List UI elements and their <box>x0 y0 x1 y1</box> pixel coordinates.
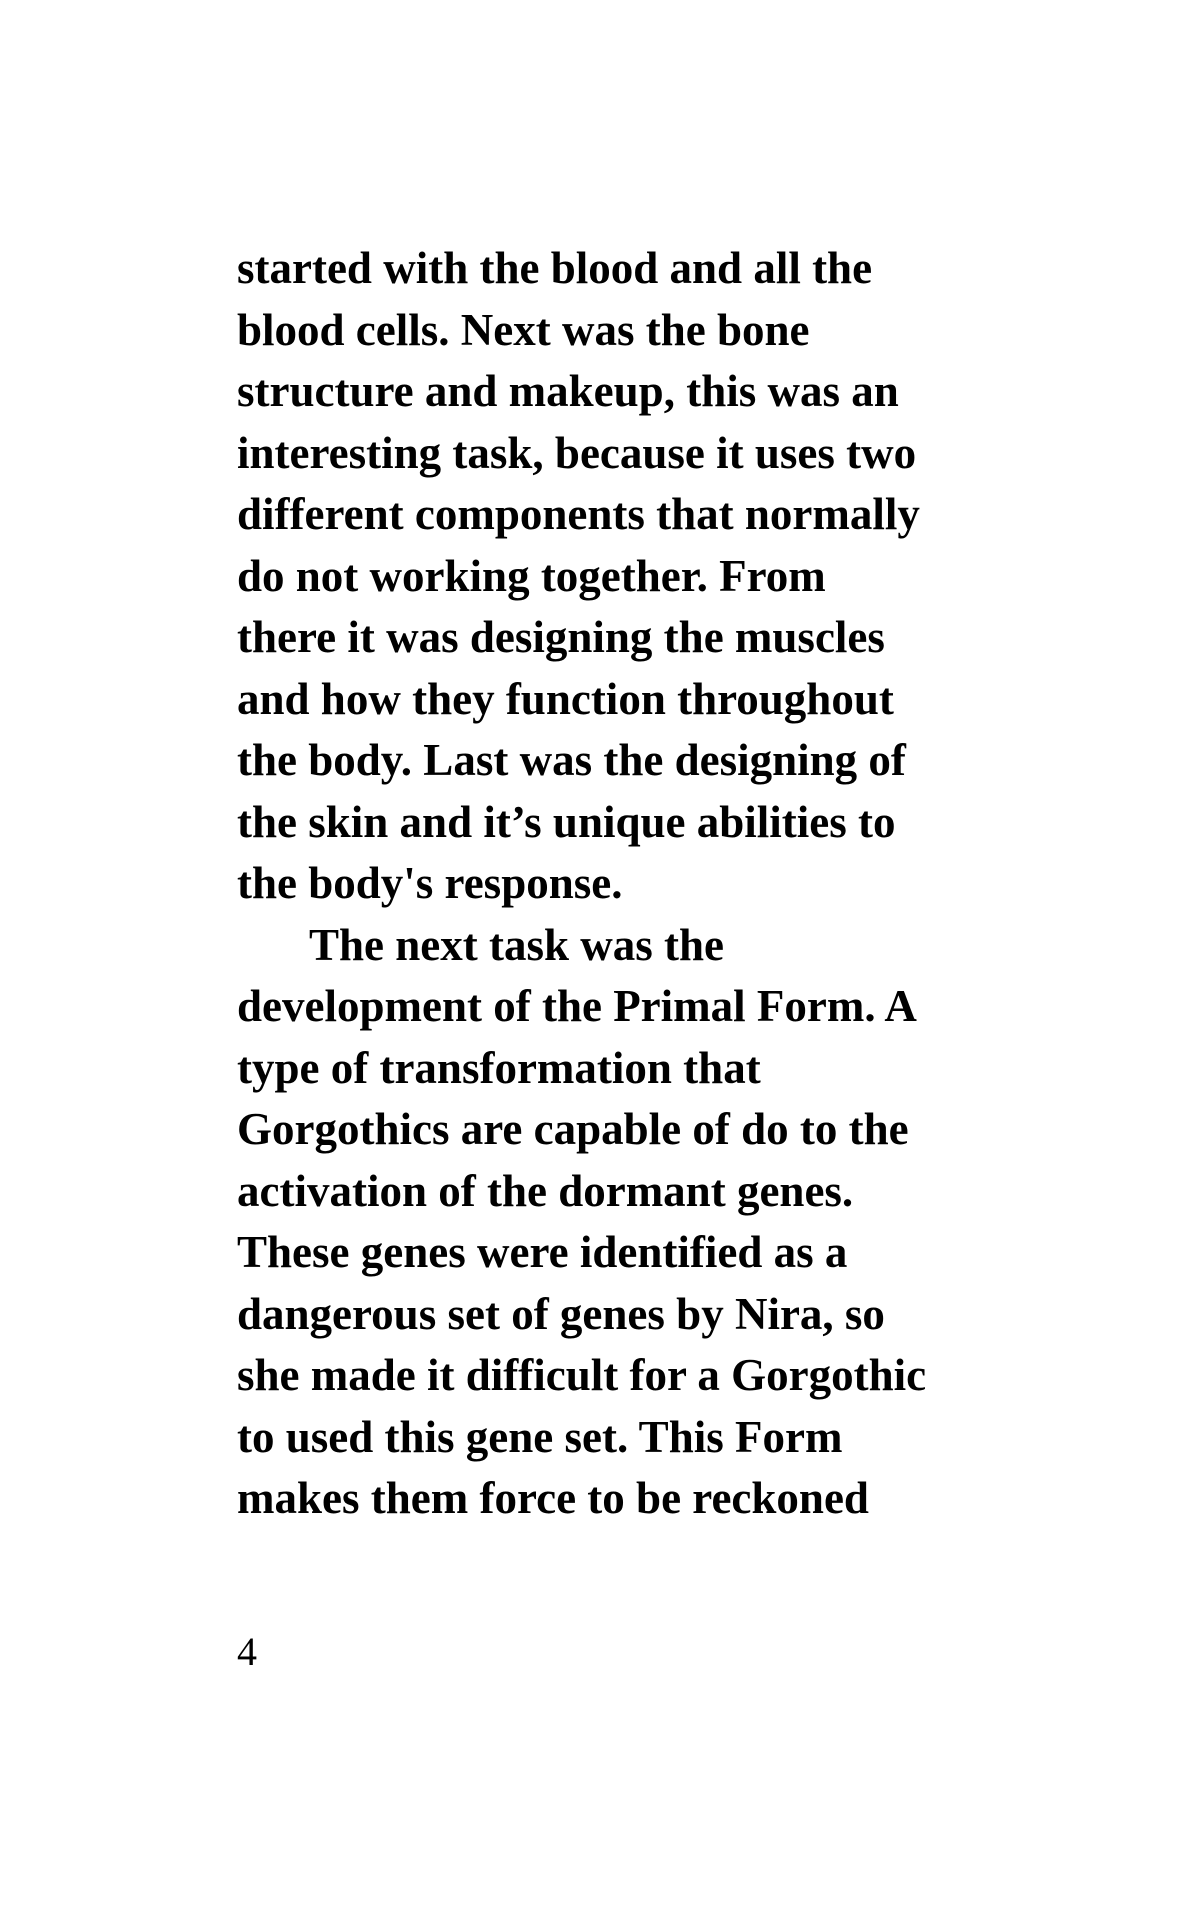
page-number: 4 <box>237 1629 257 1674</box>
text-line: started with the blood and all the <box>237 243 873 293</box>
text-line: makes them force to be reckoned <box>237 1473 869 1523</box>
text-line: different components that normally <box>237 489 920 539</box>
text-line: interesting task, because it uses two <box>237 427 917 478</box>
text-line: to used this gene set. This Form <box>237 1411 843 1462</box>
text-line: activation of the dormant genes. <box>237 1165 854 1216</box>
text-line: she made it difficult for a Gorgothic <box>237 1350 927 1400</box>
text-line: blood cells. Next was the bone <box>237 304 810 355</box>
text-line: there it was designing the muscles <box>237 612 885 662</box>
text-line: the body. Last was the designing of <box>237 735 906 785</box>
paragraph-start-line: The next task was the <box>309 919 725 970</box>
body-text <box>237 238 997 1530</box>
text-line: These genes were identified as a <box>237 1227 848 1277</box>
text-line: Gorgothics are capable of do to the <box>237 1104 909 1154</box>
text-line: type of transformation that <box>237 1042 761 1093</box>
text-line: do not working together. From <box>237 550 826 601</box>
text-line: dangerous set of genes by Nira, so <box>237 1288 885 1339</box>
text-line: structure and makeup, this was an <box>237 366 899 416</box>
text-line: the skin and it’s unique abilities to <box>237 796 896 847</box>
text-line: and how they function throughout <box>237 673 894 724</box>
text-line: development of the Primal Form. A <box>237 981 917 1031</box>
text-line: the body's response. <box>237 858 623 908</box>
